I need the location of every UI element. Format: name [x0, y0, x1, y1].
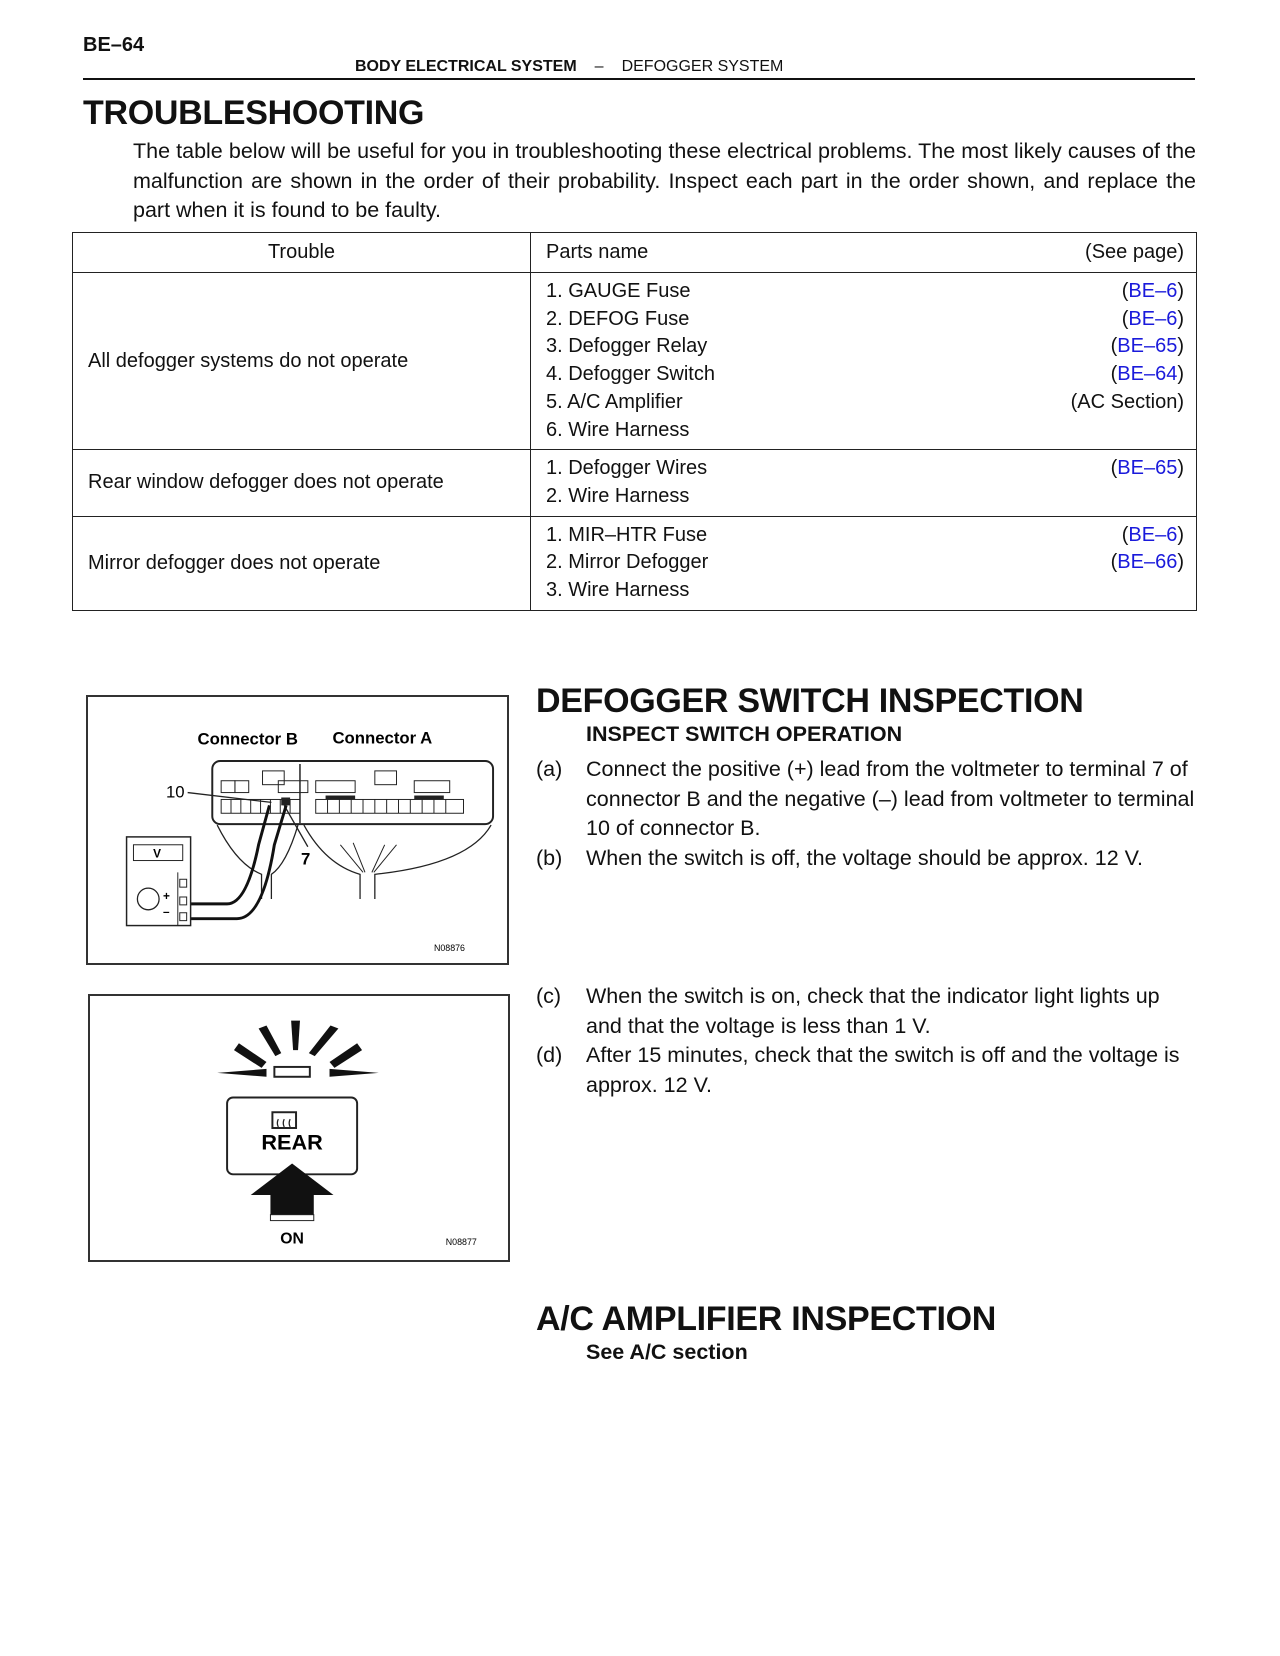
rear-button-label: REAR — [261, 1129, 323, 1155]
troubleshooting-intro: The table below will be useful for you in troubleshooting these electrical problems. The most likely causes of the malfunction are shown in the order of their probability. Inspect each part in the order shown, and replace the part when it is found to be faulty. — [133, 139, 1196, 222]
part-name: 1. Defogger Wires — [546, 457, 708, 480]
figure-code: N08876 — [433, 943, 465, 954]
part-item — [546, 306, 1184, 334]
step-label: (d) — [536, 1043, 563, 1067]
part-item — [546, 522, 1184, 550]
connector-diagram — [88, 697, 507, 963]
page-ref-link[interactable]: BE–6 — [1128, 280, 1178, 302]
part-item — [546, 361, 1184, 389]
step-label: (a) — [536, 757, 563, 781]
step-item — [536, 755, 1196, 844]
trouble-cell: Rear window defogger does not operate — [73, 450, 531, 516]
terminal-10-label: 10 — [165, 782, 185, 802]
page-ref-link[interactable]: BE–6 — [1128, 523, 1178, 546]
part-item — [546, 333, 1184, 361]
part-name: 3. Defogger Relay — [546, 335, 708, 358]
page-ref: (BE–6) — [1121, 523, 1184, 546]
table-header-row — [73, 233, 1197, 273]
page-ref-plain: (AC Section) — [1070, 390, 1184, 413]
part-name: 4. Defogger Switch — [546, 363, 715, 386]
column-header-parts — [531, 233, 1197, 273]
page-ref-link[interactable]: BE–6 — [1128, 307, 1178, 330]
on-label: ON — [280, 1230, 304, 1248]
column-header-trouble: Trouble — [73, 233, 531, 273]
troubleshooting-table — [72, 232, 1197, 611]
page-ref: (BE–65) — [1110, 457, 1184, 480]
step-text: When the switch is off, the voltage should be approx. 12 V. — [586, 845, 1143, 870]
part-name: 1. GAUGE Fuse — [546, 280, 691, 302]
part-item — [546, 483, 1184, 511]
rear-switch-figure — [88, 994, 510, 1262]
trouble-cell: All defogger systems do not operate — [73, 273, 531, 450]
indicator-light-icon — [274, 1067, 309, 1077]
header-rule — [83, 78, 1195, 80]
step-item — [536, 844, 1196, 874]
connector-a-label: Connector A — [332, 728, 433, 748]
terminal-7-label: 7 — [300, 849, 311, 869]
page-ref: (BE–6) — [1121, 307, 1184, 330]
steps-cd — [536, 982, 1196, 1100]
page-ref: (BE–65) — [1110, 335, 1184, 358]
page-ref: (BE–6) — [1121, 280, 1184, 302]
page-ref: (BE–64) — [1110, 363, 1184, 386]
part-item — [546, 549, 1184, 577]
parts-cell — [531, 273, 1197, 450]
table-row — [73, 450, 1197, 516]
step-text: Connect the positive (+) lead from the voltmeter to terminal 7 of connector B and the negative (–) lead from voltmeter to terminal 10 of connector B. — [586, 757, 1195, 840]
step-label: (b) — [536, 845, 563, 870]
rear-switch-diagram — [90, 996, 508, 1260]
ac-amplifier-title: A/C AMPLIFIER INSPECTION — [536, 1300, 997, 1338]
part-item — [546, 417, 1184, 445]
page-ref: (BE–66) — [1110, 551, 1184, 574]
page-ref-link[interactable]: BE–65 — [1117, 457, 1178, 480]
column-header-see-page: (See page) — [1085, 241, 1184, 263]
page-ref-link[interactable]: BE–65 — [1117, 335, 1178, 358]
switch-inspection-title: DEFOGGER SWITCH INSPECTION — [536, 682, 1084, 720]
part-item — [546, 389, 1184, 417]
trouble-cell: Mirror defogger does not operate — [73, 516, 531, 610]
switch-inspection-subtitle: INSPECT SWITCH OPERATION — [586, 722, 903, 746]
parts-cell — [531, 450, 1197, 516]
part-name: 2. Wire Harness — [546, 484, 690, 507]
running-head-section: DEFOGGER SYSTEM — [621, 58, 784, 75]
part-item — [546, 577, 1184, 605]
part-name: 3. Wire Harness — [546, 579, 690, 602]
running-head-system: BODY ELECTRICAL SYSTEM — [355, 58, 577, 75]
running-head — [355, 58, 783, 76]
table-row — [73, 273, 1197, 450]
ac-amplifier-note: See A/C section — [586, 1340, 748, 1364]
step-text: After 15 minutes, check that the switch is off and the voltage is approx. 12 V. — [586, 1043, 1180, 1097]
part-item — [546, 278, 1184, 306]
part-item — [546, 455, 1184, 483]
column-header-parts-name: Parts name — [546, 241, 649, 263]
step-label: (c) — [536, 984, 562, 1008]
plus-terminal-label: + — [163, 888, 170, 903]
step-item — [536, 982, 1196, 1041]
step-text: When the switch is on, check that the indicator light lights up and that the voltage is less than 1 V. — [586, 984, 1160, 1038]
part-name: 2. Mirror Defogger — [546, 551, 709, 574]
part-name: 1. MIR–HTR Fuse — [546, 523, 708, 546]
voltmeter-label: V — [153, 846, 162, 861]
page-number: BE–64 — [83, 34, 145, 56]
table-row — [73, 516, 1197, 610]
steps-ab — [536, 755, 1196, 873]
connector-voltmeter-figure — [86, 695, 509, 965]
connector-b-label: Connector B — [197, 729, 298, 749]
figure-code: N08877 — [445, 1237, 477, 1248]
minus-terminal-label: – — [163, 904, 170, 919]
part-name: 5. A/C Amplifier — [546, 390, 683, 413]
part-name: 2. DEFOG Fuse — [546, 307, 690, 330]
page-ref-link[interactable]: BE–66 — [1117, 551, 1178, 574]
step-item — [536, 1041, 1196, 1100]
page-ref-link[interactable]: BE–64 — [1117, 363, 1178, 386]
troubleshooting-title: TROUBLESHOOTING — [83, 94, 425, 132]
running-head-separator: – — [594, 58, 604, 75]
parts-cell — [531, 516, 1197, 610]
part-name: 6. Wire Harness — [546, 418, 690, 441]
